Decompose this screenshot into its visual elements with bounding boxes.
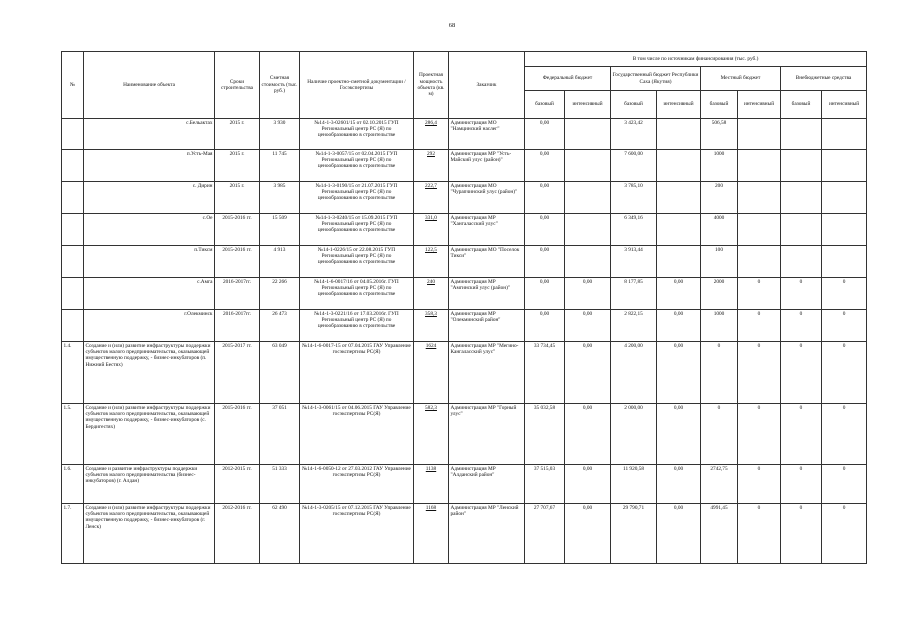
customer: Администрация МО "Чурапчинский улус (район)" (449, 182, 525, 214)
header-federal-intensive: интенсивный (565, 91, 611, 119)
value-republic-basic: 29 790,71 (611, 504, 657, 564)
header-local-intensive: интенсивный (738, 91, 781, 119)
object-name: Создание и (или) развитие инфраструктуры поддержки субъектов малого предпринимательства, оказывающей имущественную поддержку, - бизнес-инкубаторов (с. Бердигестях) (84, 404, 215, 465)
table-row (62, 119, 867, 150)
value-offbudget-intensive (822, 119, 867, 150)
table-row (62, 310, 867, 342)
design-capacity: 582,3 (414, 404, 449, 465)
value-federal-basic: 0,00 (525, 150, 565, 182)
value-offbudget-basic: 0 (781, 465, 822, 504)
value-offbudget-intensive: 0 (822, 278, 867, 310)
value-republic-intensive: 0,00 (657, 504, 701, 564)
construction-years: 2016-2017гг. (215, 278, 260, 310)
design-documentation: №14-1-3-0240/15 от 15.09.2015 ГУП Региональный центр РС (Я) по ценообразованию в строительстве (300, 214, 414, 246)
design-documentation: №14-1-3-02601/15 от 02.10.2015 ГУП Региональный центр РС (Я) по ценообразованию в строительстве (300, 119, 414, 150)
object-name: с.Ое (84, 214, 215, 246)
header-customer: Заказчик (449, 52, 525, 119)
value-republic-intensive (657, 119, 701, 150)
design-capacity: 222,7 (414, 182, 449, 214)
object-name: с. Дирин (84, 182, 215, 214)
value-republic-intensive (657, 150, 701, 182)
value-local-basic: 506,58 (701, 119, 738, 150)
estimated-cost: 63 049 (260, 342, 300, 404)
header-local-basic: базовый (701, 91, 738, 119)
customer: Администрация МР "Усть-Майский улус (район)" (449, 150, 525, 182)
design-documentation: №14-1-3-0221/16 от 17.03.2016г. ГУП Региональный центр РС (Я) по ценообразованию в строительстве (300, 310, 414, 342)
object-name: Создание и (или) развитие инфраструктуры поддержки субъектов малого предпринимательства, оказывающей имущественную поддержку, - бизнес-инкубаторов (г. Ленск) (84, 504, 215, 564)
value-offbudget-intensive: 0 (822, 310, 867, 342)
estimated-cost: 51 333 (260, 465, 300, 504)
table-body (62, 119, 867, 564)
value-federal-basic: 0,00 (525, 278, 565, 310)
value-offbudget-basic (781, 246, 822, 278)
row-number (62, 214, 84, 246)
value-local-intensive: 0 (738, 465, 781, 504)
value-offbudget-intensive (822, 182, 867, 214)
estimated-cost: 37 051 (260, 404, 300, 465)
row-number (62, 310, 84, 342)
value-offbudget-intensive: 0 (822, 404, 867, 465)
design-capacity: 358,3 (414, 310, 449, 342)
construction-years: 2012-2015 гг. (215, 465, 260, 504)
value-republic-intensive: 0,00 (657, 465, 701, 504)
header-capacity: Проектная мощность объекта (кв. м) (414, 52, 449, 119)
design-capacity: 331,0 (414, 214, 449, 246)
header-offbudget-basic: базовый (781, 91, 822, 119)
customer: Администрация МР "Хангаласский улус" (449, 214, 525, 246)
object-name: с.Бельактах (84, 119, 215, 150)
value-offbudget-basic: 0 (781, 310, 822, 342)
value-offbudget-basic (781, 214, 822, 246)
row-number (62, 182, 84, 214)
estimated-cost: 22 266 (260, 278, 300, 310)
design-capacity: 1138 (414, 465, 449, 504)
design-documentation: №14-1-6-0017-15 от 07.04.2015 ГАУ Управление госэкспертизы РС(Я) (300, 342, 414, 404)
construction-years: 2015-2016 гг. (215, 214, 260, 246)
header-federal: Федеральный бюджет (525, 67, 611, 91)
value-federal-basic: 27 707,67 (525, 504, 565, 564)
row-number (62, 278, 84, 310)
design-documentation: №14-1-3-0190/15 от 21.07.2015 ГУП Региональный центр РС (Я) по ценообразованию в строительстве (300, 182, 414, 214)
value-republic-basic: 6 349,16 (611, 214, 657, 246)
design-documentation: №14-1-6-0017/16 от 04.05.2016г. ГУП Региональный центр РС (Я) по ценообразованию в строительстве (300, 278, 414, 310)
value-local-basic: 4000 (701, 214, 738, 246)
value-federal-basic: 33 734,45 (525, 342, 565, 404)
object-name: п.Усть-Мая (84, 150, 215, 182)
value-local-intensive (738, 182, 781, 214)
value-federal-intensive (565, 150, 611, 182)
table-row (62, 150, 867, 182)
header-republic-intensive: интенсивный (657, 91, 701, 119)
value-federal-intensive: 0,00 (565, 465, 611, 504)
header-years: Сроки строительства (215, 52, 260, 119)
object-name: г.Олекминск (84, 310, 215, 342)
object-name: Создание и развитие инфраструктуры поддержки субъектов малого предпринимательства (бизнес-инкубаторов) (г. Алдан) (84, 465, 215, 504)
value-republic-basic: 11 920,58 (611, 465, 657, 504)
value-local-basic: 0 (701, 342, 738, 404)
value-federal-intensive (565, 246, 611, 278)
value-local-intensive: 0 (738, 504, 781, 564)
value-offbudget-basic: 0 (781, 342, 822, 404)
header-sources: В том числе по источникам финансирования (тыс. руб.) (525, 52, 867, 67)
header-doc: Наличие проектно-сметной документации / Госэкспертизы (300, 52, 414, 119)
estimated-cost: 3 930 (260, 119, 300, 150)
value-republic-basic: 3 423,42 (611, 119, 657, 150)
row-number: 1.7. (62, 504, 84, 564)
design-documentation: №14-1-3-0205/15 от 07.12.2015 ГАУ Управление госэкспертизы РС(Я) (300, 504, 414, 564)
value-local-intensive (738, 214, 781, 246)
value-republic-basic: 2 822,15 (611, 310, 657, 342)
header-offbudget: Внебюджетные средства (781, 67, 867, 91)
value-local-intensive: 0 (738, 310, 781, 342)
table-row (62, 342, 867, 404)
value-federal-intensive: 0,00 (565, 504, 611, 564)
value-offbudget-basic (781, 182, 822, 214)
value-federal-intensive (565, 119, 611, 150)
row-number: 1.5. (62, 404, 84, 465)
customer: Администрация МР "Олекминский район" (449, 310, 525, 342)
construction-years: 2015-2016 гг. (215, 404, 260, 465)
customer: Администрация МР "Горный улус" (449, 404, 525, 465)
value-republic-intensive: 0,00 (657, 310, 701, 342)
value-republic-basic: 8 177,85 (611, 278, 657, 310)
table-row (62, 214, 867, 246)
value-republic-intensive (657, 214, 701, 246)
estimated-cost: 15 509 (260, 214, 300, 246)
value-local-basic: 200 (701, 182, 738, 214)
value-federal-intensive (565, 182, 611, 214)
value-local-basic: 2742,75 (701, 465, 738, 504)
value-republic-basic: 7 600,00 (611, 150, 657, 182)
value-federal-intensive (565, 214, 611, 246)
row-number: 1.4. (62, 342, 84, 404)
row-number (62, 246, 84, 278)
row-number: 1.6. (62, 465, 84, 504)
construction-years: 2016-2017гг. (215, 310, 260, 342)
header-republic-basic: базовый (611, 91, 657, 119)
estimated-cost: 26 473 (260, 310, 300, 342)
construction-years: 2015 г. (215, 150, 260, 182)
value-republic-intensive: 0,00 (657, 342, 701, 404)
value-federal-basic: 0,00 (525, 246, 565, 278)
value-local-intensive: 0 (738, 404, 781, 465)
value-local-basic: 4991,45 (701, 504, 738, 564)
value-federal-intensive: 0,00 (565, 404, 611, 465)
estimated-cost: 4 913 (260, 246, 300, 278)
value-republic-intensive (657, 182, 701, 214)
value-republic-intensive (657, 246, 701, 278)
design-capacity: 1624 (414, 342, 449, 404)
value-offbudget-intensive (822, 214, 867, 246)
value-offbudget-basic (781, 150, 822, 182)
table-row (62, 182, 867, 214)
estimated-cost: 62 490 (260, 504, 300, 564)
value-offbudget-basic (781, 119, 822, 150)
design-capacity: 1168 (414, 504, 449, 564)
customer: Администрация МР "Алданский район" (449, 465, 525, 504)
value-federal-intensive: 0,00 (565, 310, 611, 342)
construction-years: 2015 г. (215, 182, 260, 214)
customer: Администрация МР "Ленский район" (449, 504, 525, 564)
design-documentation: №14-1-3-0057/15 от 02.04.2015 ГУП Региональный центр РС (Я) по ценообразованию в строительстве (300, 150, 414, 182)
customer: Администрация МО "Поселок Тикси" (449, 246, 525, 278)
design-capacity: 286,4 (414, 119, 449, 150)
value-local-basic: 100 (701, 246, 738, 278)
value-republic-basic: 3 785,10 (611, 182, 657, 214)
customer: Администрация МР "Мегино-Кангаласский улус" (449, 342, 525, 404)
header-name: Наименование объекта (84, 52, 215, 119)
table-row (62, 504, 867, 564)
design-documentation: №14-1-6-0050-12 от 27.03.2012 ГАУ Управление госэкспертизы РС(Я) (300, 465, 414, 504)
construction-years: 2015-2016 гг. (215, 246, 260, 278)
header-federal-basic: базовый (525, 91, 565, 119)
financing-table (61, 51, 867, 564)
value-offbudget-intensive (822, 246, 867, 278)
table-row (62, 404, 867, 465)
value-offbudget-basic: 0 (781, 404, 822, 465)
row-number (62, 119, 84, 150)
value-local-intensive (738, 119, 781, 150)
header-local: Местный бюджет (701, 67, 781, 91)
value-federal-basic: 0,00 (525, 310, 565, 342)
page-number: 68 (448, 22, 456, 29)
design-documentation: №14-1-3-0061/15 от 04.06.2015 ГАУ Управление госэкспертизы РС(Я) (300, 404, 414, 465)
estimated-cost: 11 745 (260, 150, 300, 182)
value-federal-basic: 0,00 (525, 119, 565, 150)
value-offbudget-intensive: 0 (822, 342, 867, 404)
value-federal-basic: 0,00 (525, 182, 565, 214)
row-number (62, 150, 84, 182)
customer: Администрация МО "Намцинский наслег" (449, 119, 525, 150)
value-offbudget-basic: 0 (781, 504, 822, 564)
value-republic-intensive: 0,00 (657, 404, 701, 465)
header-offbudget-intensive: интенсивный (822, 91, 867, 119)
value-federal-basic: 37 515,03 (525, 465, 565, 504)
design-documentation: №14-1-0226/15 от 22.08.2015 ГУП Региональный центр РС (Я) по ценообразованию в строительстве (300, 246, 414, 278)
table-row (62, 246, 867, 278)
value-federal-basic: 0,00 (525, 214, 565, 246)
value-local-basic: 0 (701, 404, 738, 465)
construction-years: 2012-2016 гг. (215, 504, 260, 564)
value-local-basic: 1000 (701, 310, 738, 342)
value-offbudget-intensive: 0 (822, 504, 867, 564)
table-row (62, 278, 867, 310)
construction-years: 2015 г. (215, 119, 260, 150)
value-federal-intensive: 0,00 (565, 278, 611, 310)
value-local-intensive (738, 150, 781, 182)
design-capacity: 240 (414, 278, 449, 310)
value-republic-basic: 4 200,00 (611, 342, 657, 404)
table-row (62, 465, 867, 504)
object-name: п.Тиксм (84, 246, 215, 278)
header-cost: Сметная стоимость (тыс. руб.) (260, 52, 300, 119)
object-name: с.Амга (84, 278, 215, 310)
value-local-basic: 2000 (701, 278, 738, 310)
construction-years: 2015-2017 гг. (215, 342, 260, 404)
customer: Администрация МР "Амгинский улус (район)" (449, 278, 525, 310)
value-local-basic: 1000 (701, 150, 738, 182)
header-republic: Государственный бюджет Республики Саха (Якутия) (611, 67, 701, 91)
value-republic-basic: 2 000,00 (611, 404, 657, 465)
value-local-intensive: 0 (738, 342, 781, 404)
value-offbudget-intensive (822, 150, 867, 182)
value-republic-intensive: 0,00 (657, 278, 701, 310)
value-republic-basic: 3 913,44 (611, 246, 657, 278)
header-num: № (62, 52, 84, 119)
value-local-intensive (738, 246, 781, 278)
value-offbudget-basic: 0 (781, 278, 822, 310)
design-capacity: 122,5 (414, 246, 449, 278)
header-row-1 (62, 52, 867, 67)
value-federal-intensive: 0,00 (565, 342, 611, 404)
object-name: Создание и (или) развитие инфраструктуры поддержки субъектов малого предпринимательства, оказывающей имущественную поддержку, - бизнес-инкубаторов (п. Нижний Бестях) (84, 342, 215, 404)
value-offbudget-intensive: 0 (822, 465, 867, 504)
value-federal-basic: 35 032,58 (525, 404, 565, 465)
estimated-cost: 3 985 (260, 182, 300, 214)
design-capacity: 292 (414, 150, 449, 182)
value-local-intensive: 0 (738, 278, 781, 310)
